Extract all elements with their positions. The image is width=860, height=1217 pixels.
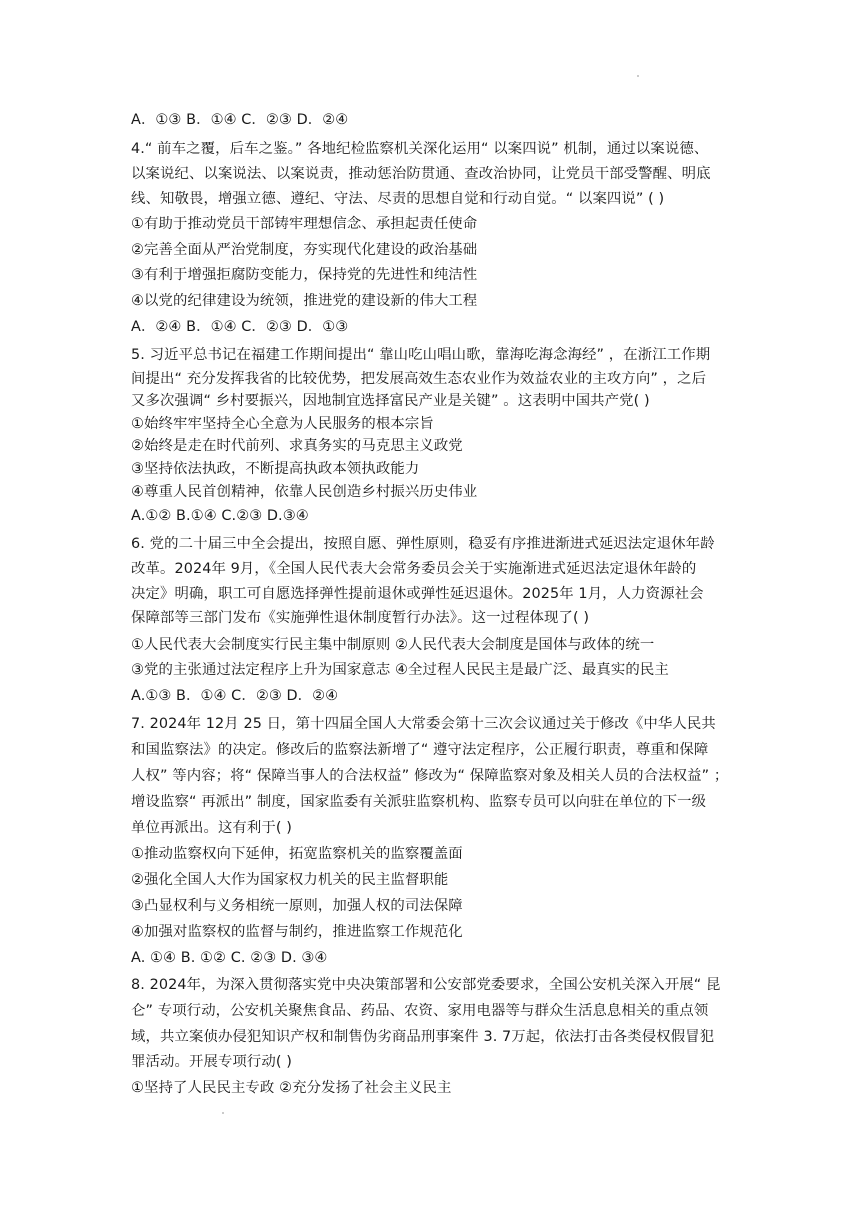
question-7-stem: 和国监察法》的决定。修改后的监察法新增了“ 遵守法定程序，公正履行职责，尊重和保障 bbox=[131, 742, 709, 758]
question-4-statement: ①有助于推动党员干部铸牢理想信念、承担起责任使命 bbox=[131, 216, 478, 232]
question-5-stem: 5. 习近平总书记在福建工作期间提出“ 靠山吃山唱山歌，靠海吃海念海经” ，在浙江工作期 bbox=[131, 347, 711, 363]
question-6-stem: 决定》明确，职工可自愿选择弹性提前退休或弹性延迟退休。2025年 1月，人力资源社会 bbox=[131, 586, 704, 602]
question-5-statement: ③坚持依法执政，不断提高执政本领执政能力 bbox=[131, 461, 420, 477]
question-8-stem: 8. 2024年，为深入贯彻落实党中央决策部署和公安部党委要求，全国公安机关深入开展“ 昆 bbox=[131, 977, 721, 993]
question-4-stem: 以案说纪、以案说法、以案说责，推动惩治防贯通、查改治协同，让党员干部受警醒、明底 bbox=[131, 166, 711, 182]
question-7-stem: 7. 2024年 12月 25 日，第十四届全国人大常委会第十三次会议通过关于修改《中华人民共 bbox=[131, 716, 716, 732]
question-4-answer-options: A．②④ B．①④ C．②③ D．①③ bbox=[131, 319, 349, 335]
question-7-statement: ②强化全国人大作为国家权力机关的民主监督职能 bbox=[131, 872, 449, 888]
question-4-statement: ②完善全面从严治党制度，夯实现代化建设的政治基础 bbox=[131, 242, 478, 258]
question-4-statement: ④以党的纪律建设为统领，推进党的建设新的伟大工程 bbox=[131, 293, 478, 309]
question-8-statement: ①坚持了人民民主专政 ②充分发扬了社会主义民主 bbox=[131, 1080, 452, 1096]
question-7-stem: 单位再派出。这有利于( ) bbox=[131, 820, 293, 836]
question-5-answer-options: A.①② B.①④ C.②③ D.③④ bbox=[131, 508, 309, 524]
scan-speck bbox=[637, 75, 639, 77]
question-5-stem: 又多次强调“ 乡村要振兴，因地制宜选择富民产业是关键” 。这表明中国共产党( ) bbox=[131, 393, 650, 409]
q3-answer-options: A．①③ B．①④ C．②③ D．②④ bbox=[131, 112, 349, 128]
question-5-statement: ④尊重人民首创精神，依靠人民创造乡村振兴历史伟业 bbox=[131, 484, 478, 500]
question-6-statement: ①人民代表大会制度实行民主集中制原则 ②人民代表大会制度是国体与政体的统一 bbox=[131, 637, 655, 653]
question-7-answer-options: A. ①④ B. ①② C. ②③ D. ③④ bbox=[131, 950, 328, 966]
question-7-stem: 人权” 等内容；将“ 保障当事人的合法权益” 修改为“ 保障监察对象及相关人员的合法权益” ； bbox=[131, 768, 729, 784]
question-6-statement: ③党的主张通过法定程序上升为国家意志 ④全过程人民民主是最广泛、最真实的民主 bbox=[131, 662, 669, 678]
question-8-stem: 域，共立案侦办侵犯知识产权和制售伪劣商品刑事案件 3. 7万起，依法打击各类侵权假冒犯 bbox=[131, 1029, 715, 1045]
question-4-statement: ③有利于增强拒腐防变能力，保持党的先进性和纯洁性 bbox=[131, 267, 478, 283]
question-6-stem: 保障部等三部门发布《实施弹性退休制度暂行办法》。这一过程体现了( ) bbox=[131, 610, 590, 626]
question-5-statement: ①始终牢牢坚持全心全意为人民服务的根本宗旨 bbox=[131, 416, 434, 432]
question-5-stem: 间提出“ 充分发挥我省的比较优势，把发展高效生态农业作为效益农业的主攻方向” ，之后 bbox=[131, 371, 707, 387]
question-4-stem: 线、知敬畏，增强立德、遵纪、守法、尽责的思想自觉和行动自觉。“ 以案四说” ( ) bbox=[131, 191, 665, 207]
question-6-answer-options: A.①③ B．①④ C．②③ D．②④ bbox=[131, 688, 339, 704]
question-5-statement: ②始终是走在时代前列、求真务实的马克思主义政党 bbox=[131, 438, 463, 454]
question-8-stem: 仑” 专项行动，公安机关聚焦食品、药品、农资、家用电器等与群众生活息息相关的重点领 bbox=[131, 1003, 709, 1019]
question-7-statement: ④加强对监察权的监督与制约，推进监察工作规范化 bbox=[131, 924, 463, 940]
question-7-statement: ③凸显权利与义务相统一原则，加强人权的司法保障 bbox=[131, 898, 463, 914]
question-7-statement: ①推动监察权向下延伸，拓宽监察机关的监察覆盖面 bbox=[131, 846, 463, 862]
question-6-stem: 改革。2024年 9月，《全国人民代表大会常务委员会关于实施渐进式延迟法定退休年龄的 bbox=[131, 561, 697, 577]
question-8-stem: 罪活动。开展专项行动( ) bbox=[131, 1054, 293, 1070]
question-7-stem: 增设监察“ 再派出” 制度，国家监委有关派驻监察机构、监察专员可以向驻在单位的下一级 bbox=[131, 794, 707, 810]
question-6-stem: 6. 党的二十届三中全会提出，按照自愿、弹性原则，稳妥有序推进渐进式延迟法定退休年龄 bbox=[131, 536, 715, 552]
question-4-stem: 4.“ 前车之覆，后车之鉴。” 各地纪检监察机关深化运用“ 以案四说” 机制，通过以案说德、 bbox=[131, 141, 709, 157]
scan-speck bbox=[222, 1112, 224, 1114]
